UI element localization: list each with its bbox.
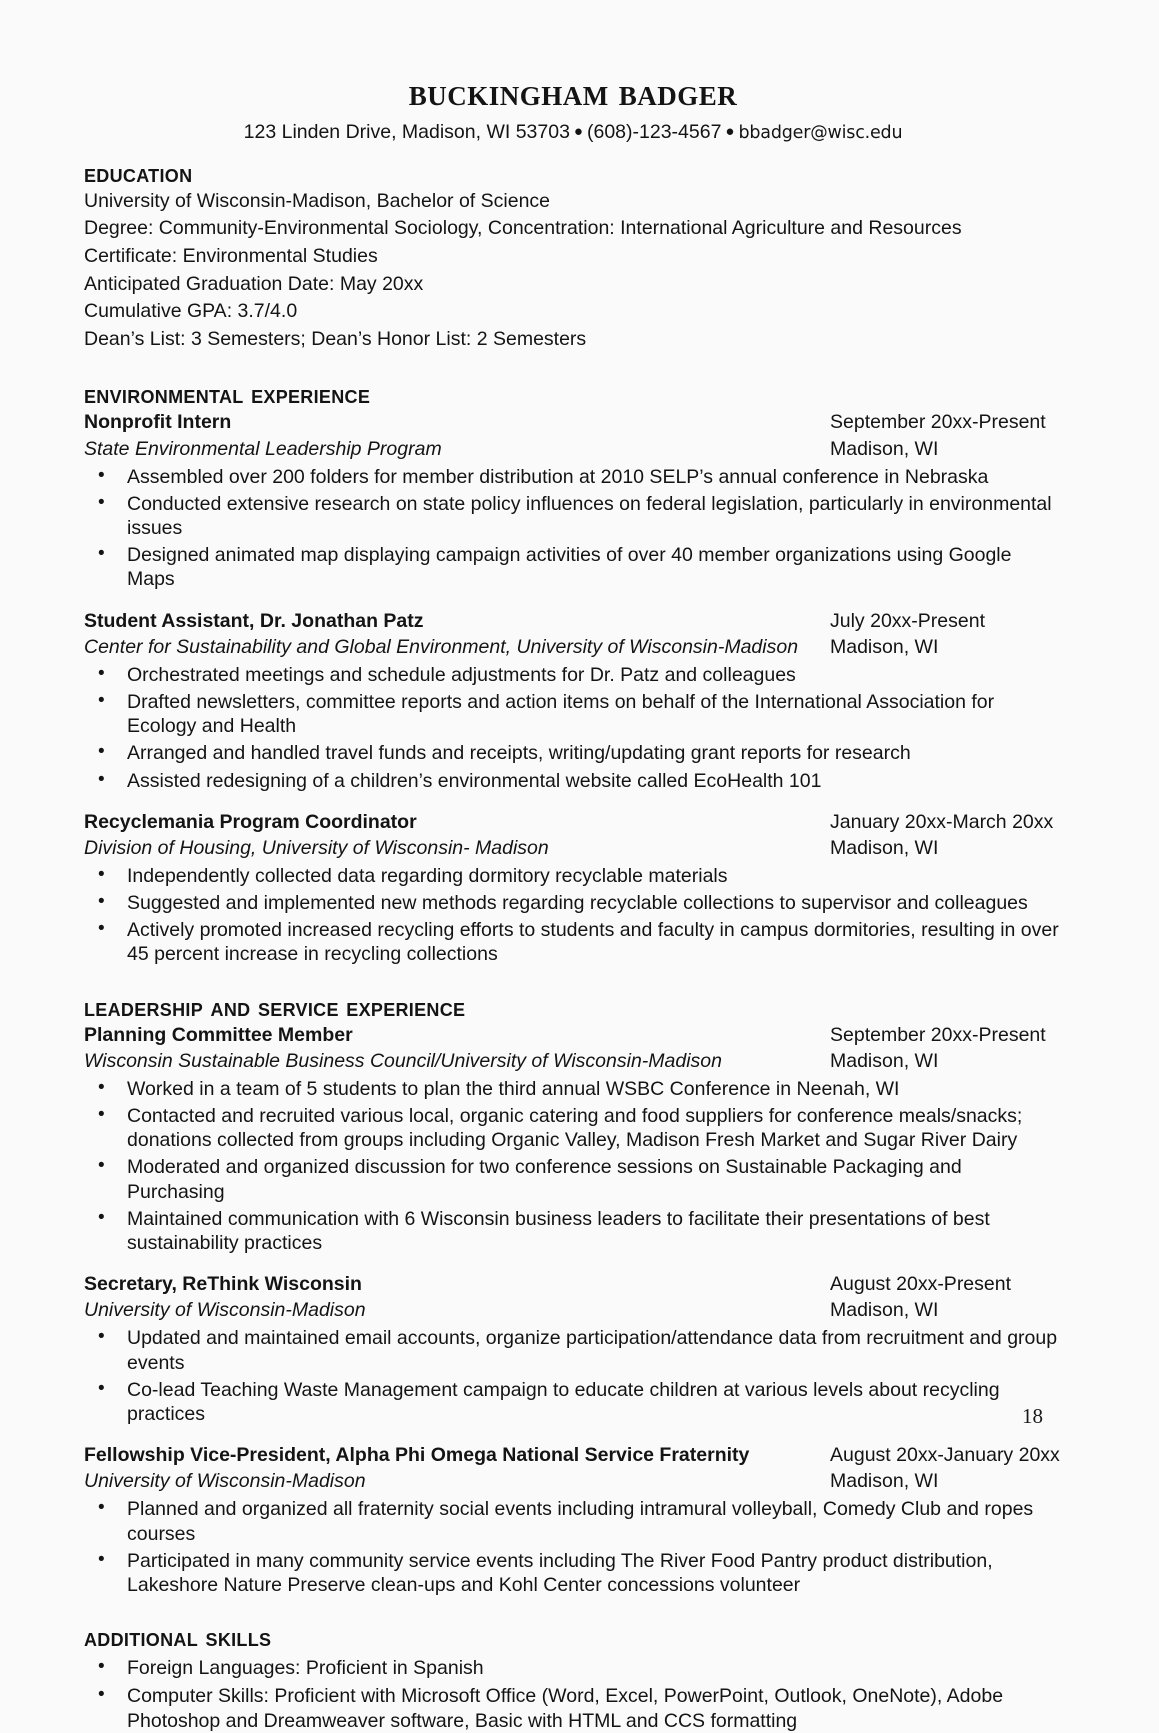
contact-address: 123 Linden Drive, Madison, WI 53703: [243, 120, 570, 143]
entry-date: January 20xx-March 20xx: [830, 810, 1054, 833]
bullet-item: • Updated and maintained email accounts, organize participation/attendance data from recruitment and group events: [84, 1326, 1062, 1374]
bullet-item: • Suggested and implemented new methods regarding recyclable collections to supervisor and colleagues: [84, 891, 1062, 915]
entry-organization: University of Wisconsin-Madison: [84, 1299, 366, 1322]
bullet-item: • Independently collected data regarding dormitory recyclable materials: [84, 864, 1062, 888]
bullet-item: • Maintained communication with 6 Wisconsin business leaders to facilitate their presentations of best sustainability practices: [84, 1207, 1062, 1255]
bullet-item: • Moderated and organized discussion for two conference sessions on Sustainable Packaging and Purchasing: [84, 1155, 1062, 1203]
entry-organization: University of Wisconsin-Madison: [84, 1470, 366, 1493]
education-line: Cumulative GPA: 3.7/4.0: [84, 300, 298, 323]
entry-bullet-list: [84, 1497, 1062, 1597]
entry-org-row: [84, 1297, 1062, 1323]
education-line: Dean’s List: 3 Semesters; Dean’s Honor List: 2 Semesters: [84, 327, 587, 350]
bullet-item: • Arranged and handled travel funds and receipts, writing/updating grant reports for research: [84, 741, 1062, 765]
entry-title-row: [84, 1022, 1062, 1048]
experience-entry: [84, 809, 1062, 967]
entry-org-row: [84, 1048, 1062, 1074]
bullet-item: • Drafted newsletters, committee reports and action items on behalf of the International Association for Ecology and Health: [84, 690, 1062, 738]
entry-date: August 20xx-Present: [830, 1273, 1012, 1296]
entry-bullet-list: [84, 663, 1062, 793]
bullet-item: • Conducted extensive research on state policy influences on federal legislation, particularly in environmental issues: [84, 492, 1062, 540]
bullet-item: • Assisted redesigning of a children’s environmental website called EcoHealth 101: [84, 769, 1062, 793]
section-heading-leadership-and-service-experience: leadership and service experience: [84, 991, 466, 1022]
experience-entry: [84, 608, 1062, 793]
entry-location: Madison, WI: [830, 1470, 939, 1493]
entry-title: Fellowship Vice-President, Alpha Phi Omega National Service Fraternity: [84, 1444, 750, 1467]
entry-location: Madison, WI: [830, 1299, 939, 1322]
bullet-item: • Orchestrated meetings and schedule adjustments for Dr. Patz and colleagues: [84, 663, 1062, 687]
bullet-item: • Actively promoted increased recycling efforts to students and faculty in campus dormitories, resulting in over 45 percent increase in recycling collections: [84, 918, 1062, 966]
education-line: University of Wisconsin-Madison, Bachelor of Science: [84, 189, 551, 212]
candidate-name: buckingham badger: [408, 72, 738, 114]
skills-bullet-list: [84, 1656, 1062, 1733]
entry-organization: Division of Housing, University of Wisconsin- Madison: [84, 836, 549, 859]
resume-content: [84, 74, 1062, 1733]
bullet-item: • Designed animated map displaying campaign activities of over 40 member organizations using Google Maps: [84, 543, 1062, 591]
bullet-item: • Foreign Languages: Proficient in Spanish: [84, 1656, 1062, 1680]
experience-entry: [84, 1271, 1062, 1426]
entry-organization: Wisconsin Sustainable Business Council/University of Wisconsin-Madison: [84, 1049, 722, 1072]
entry-date: September 20xx-Present: [830, 1023, 1046, 1046]
entry-title: Recyclemania Program Coordinator: [84, 810, 417, 833]
entry-location: Madison, WI: [830, 1049, 939, 1072]
contact-separator-1: ●: [573, 122, 583, 140]
education-line: Anticipated Graduation Date: May 20xx: [84, 272, 424, 295]
entry-title-row: [84, 409, 1062, 435]
contact-line: [84, 120, 1062, 145]
entry-date: August 20xx-January 20xx: [830, 1444, 1060, 1467]
entry-bullet-list: [84, 1077, 1062, 1255]
entry-location: Madison, WI: [830, 437, 939, 460]
entry-org-row: [84, 436, 1062, 462]
contact-phone: (608)-123-4567: [586, 120, 722, 143]
page-number: 18: [1022, 1404, 1043, 1428]
entry-bullet-list: [84, 1326, 1062, 1426]
entry-title: Planning Committee Member: [84, 1023, 353, 1046]
contact-separator-2: ●: [725, 122, 735, 140]
entry-title-row: [84, 1271, 1062, 1297]
entry-organization: Center for Sustainability and Global Environment, University of Wisconsin-Madison: [84, 635, 799, 658]
entry-org-row: [84, 835, 1062, 861]
bullet-item: • Assembled over 200 folders for member distribution at 2010 SELP’s annual conference in Nebraska: [84, 465, 1062, 489]
entry-location: Madison, WI: [830, 836, 939, 859]
entry-location: Madison, WI: [830, 635, 939, 658]
entry-title-row: [84, 809, 1062, 835]
education-line: Certificate: Environmental Studies: [84, 245, 378, 268]
entry-date: September 20xx-Present: [830, 411, 1046, 434]
bullet-item: • Computer Skills: Proficient with Microsoft Office (Word, Excel, PowerPoint, Outlook, OneNote), Adobe Photoshop and Dreamweaver software, Basic with HTML and CCS formatting: [84, 1684, 1062, 1732]
entry-title: Nonprofit Intern: [84, 411, 232, 434]
section-heading-environmental-experience: environmental experience: [84, 379, 371, 410]
entry-title: Secretary, ReThink Wisconsin: [84, 1273, 362, 1296]
experience-entry: [84, 1022, 1062, 1255]
entry-org-row: [84, 634, 1062, 660]
bullet-item: • Participated in many community service events including The River Food Pantry product distribution, Lakeshore Nature Preserve clean-ups and Kohl Center concessions volunteer: [84, 1549, 1062, 1597]
education-line: Degree: Community-Environmental Sociology, Concentration: International Agriculture and Resources: [84, 217, 962, 240]
entry-title: Student Assistant, Dr. Jonathan Patz: [84, 609, 424, 632]
entry-bullet-list: [84, 465, 1062, 592]
entry-title-row: [84, 1442, 1062, 1468]
education-lines: [84, 188, 1062, 353]
entry-organization: State Environmental Leadership Program: [84, 437, 442, 460]
section-heading-additional-skills: additional skills: [84, 1622, 272, 1653]
entry-bullet-list: [84, 864, 1062, 967]
section-heading-education: education: [84, 157, 193, 188]
entry-date: July 20xx-Present: [830, 609, 985, 632]
bullet-item: • Planned and organized all fraternity social events including intramural volleyball, Comedy Club and ropes courses: [84, 1497, 1062, 1545]
entry-title-row: [84, 608, 1062, 634]
entry-org-row: [84, 1468, 1062, 1494]
experience-entry: [84, 1442, 1062, 1597]
bullet-item: • Co-lead Teaching Waste Management campaign to educate children at various levels about recycling practices: [84, 1378, 1062, 1426]
experience-entry: [84, 409, 1062, 591]
contact-email: bbadger@wisc.edu: [738, 122, 903, 143]
bullet-item: • Worked in a team of 5 students to plan the third annual WSBC Conference in Neenah, WI: [84, 1077, 1062, 1101]
bullet-item: • Contacted and recruited various local, organic catering and food suppliers for conference meals/snacks; donations collected from groups including Organic Valley, Madison Fresh Market and Sugar River Dairy: [84, 1104, 1062, 1152]
